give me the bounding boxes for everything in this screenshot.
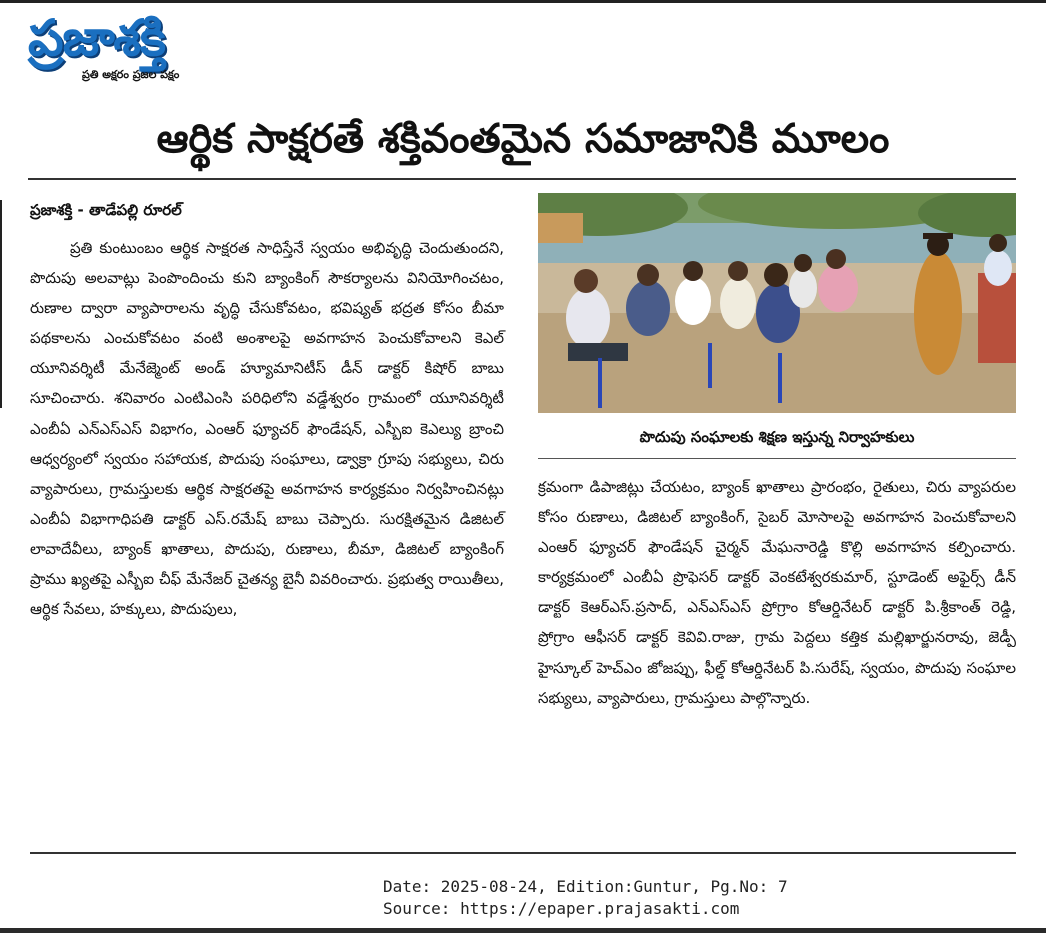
footer-date-line: Date: 2025-08-24, Edition:Guntur, Pg.No: 7 bbox=[383, 877, 788, 896]
source-footer bbox=[383, 876, 788, 920]
article-dateline: ప్రజాశక్తి - తాడేపల్లి రూరల్ bbox=[30, 201, 182, 219]
left-margin-rule bbox=[0, 200, 2, 408]
article-bottom-divider bbox=[30, 852, 1016, 854]
photo-caption: పొదుపు సంఘాలకు శిక్షణ ఇస్తున్న నిర్వాహకులు bbox=[639, 428, 915, 446]
article-right-column bbox=[538, 472, 1016, 713]
caption-divider bbox=[538, 458, 1016, 459]
masthead-logo[interactable] bbox=[28, 6, 286, 88]
right-column-text: క్రమంగా డిపాజిట్లు చేయటం, బ్యాంక్ ఖాతాలు ప్రారంభం, రైతులు, చిరు వ్యాపరుల కోసం రుణాలు, డిజిటల్ బ్యాంకింగ్, సైబర్ మోసాలపై అవగాహన పెంచుకోవాలని ఎంఆర్ ఫ్యూచర్ ఫౌండేషన్ చైర్మన్ మేఘనారెడ్డి కొల్లి అవగాహన కల్పించారు. కార్యక్రమంలో ఎంబీఏ ప్రొఫెసర్ డాక్టర్ వెంకటేశ్వరకుమార్, స్టూడెంట్ అఫైర్స్ డీన్ డాక్టర్ కెఆర్ఎస్.ప్రసాద్, ఎన్ఎస్ఎస్ ప్రోగ్రాం కోఆర్డినేటర్ డాక్టర్ పి.శ్రీకాంత్ రెడ్డి, ప్రోగ్రాం ఆఫీసర్ డాక్టర్ కెవివి.రాజు, గ్రామ పెద్దలు కత్తిక మల్లిఖార్జునరావు, జెడ్పీ హైస్కూల్ హెచ్ఎం జోజప్పు, ఫీల్డ్ కోఆర్డినేటర్ పి.సురేష్, స్వయం, పొదుపు సంఘాల సభ్యులు, వ్యాపారులు, గ్రామస్తులు పాల్గొన్నారు. bbox=[538, 478, 1016, 707]
left-column-text: ప్రతి కుంటుంబం ఆర్థిక సాక్షరత సాధిస్తేనే స్వయం అభివృద్ధి చెందుతుందని, పొదుపు అలవాట్లు పెంపొందించు కుని బ్యాంకింగ్ సౌకర్యాలను వినియోగించటం, రుణాల ద్వారా వ్యాపారాలను వృద్ధి చేసుకోవటం, భవిష్యత్ భద్రత కోసం బీమా పథకాలను ఎంచుకోవటం వంటి అంశాలపై అవగాహన పెంచుకోవాలని కెఎల్ యూనివర్శిటీ మేనేజ్మెంట్ అండ్ హ్యూమానిటీస్ డీన్ డాక్టర్ కిషోర్ బాబు సూచించారు. శనివారం ఎంటిఎంసి పరిధిలోని వడ్డేశ్వరం గ్రామంలో యూనివర్శిటీ ఎంబీఏ ఎన్ఎస్ఎస్ విభాగం, ఎంఆర్ ఫ్యూచర్ ఫౌండేషన్, ఎస్బీఐ కెఎల్యు బ్రాంచి ఆధ్వర్యంలో స్వయం సహాయక, పొదుపు సంఘాలు, డ్వాక్రా గ్రూపు సభ్యులు, చిరు వ్యాపారులు, గ్రామస్తులకు ఆర్థిక సాక్షరతపై అవగాహన కార్యక్రమం నిర్వహించినట్లు ఎంబీఏ విభాగాధిపతి డాక్టర్ ఎస్.రమేష్ బాబు చెప్పారు. సురక్షితమైన డిజిటల్ లావాదేవీలు, బ్యాంక్ ఖాతాలు, పొదుపు, రుణాలు, బీమా, డిజిటల్ బ్యాంకింగ్ ప్రాము ఖ్యతపై ఎస్బీఐ చీఫ్ మేనేజర్ చైతన్య బైనీ వివరించారు. ప్రభుత్వ రాయితీలు, ఆర్థిక సేవలు, హక్కులు, పొదుపులు, bbox=[30, 239, 504, 619]
footer-source-line[interactable]: Source: https://epaper.prajasakti.com bbox=[383, 899, 740, 918]
logo-wordmark: ప్రజాశక్తి bbox=[28, 9, 165, 67]
article-headline: ఆర్థిక సాక్షరతే శక్తివంతమైన సమాజానికి మూలం bbox=[156, 116, 890, 162]
article-left-column bbox=[30, 233, 504, 624]
logo-tagline: ప్రతి అక్షరం ప్రజల పక్షం bbox=[82, 68, 180, 81]
article-photo bbox=[538, 193, 1016, 413]
headline-divider bbox=[28, 178, 1016, 180]
top-border bbox=[0, 0, 1046, 3]
photo-illustration bbox=[538, 193, 1016, 413]
bottom-border bbox=[0, 928, 1046, 933]
